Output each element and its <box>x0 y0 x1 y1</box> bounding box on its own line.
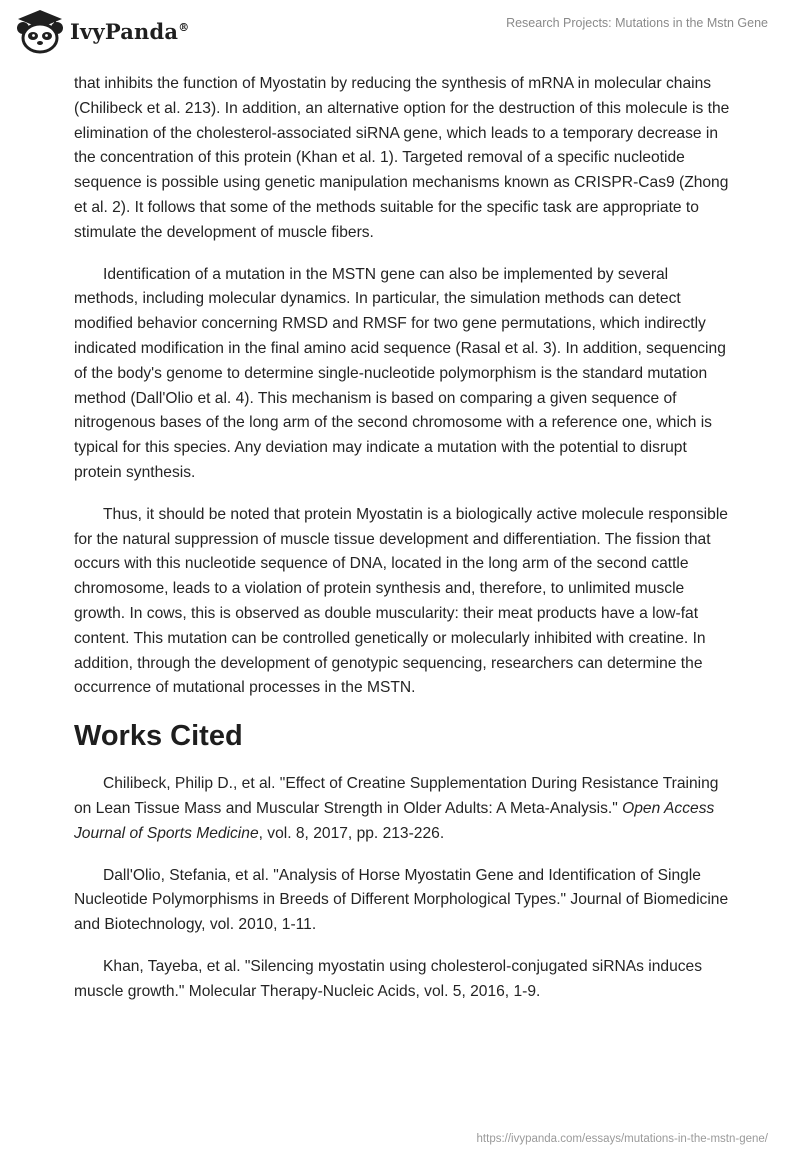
paragraph-identification: Identification of a mutation in the MSTN gene can also be implemented by several methods, including molecular dynamics. In particular, the simulation methods can detect modified behavior concerning RMSD and RMSF for two gene permutations, which indirectly indicated modification in the final amino acid sequence (Rasal et al. 3). In addition, sequencing of the body's genome to determine single-nucleotide polymorphism is the standard mutation method (Dall'Olio et al. 4). This mechanism is based on comparing a given sequence of nitrogenous bases of the long arm of the second chromosome with a reference one, which is typical for this species. Any deviation may indicate a mutation with the potential to disrupt protein synthesis. <box>74 265 726 481</box>
essay-content <box>74 72 730 1022</box>
page-header <box>0 0 800 64</box>
paragraph-conclusion: Thus, it should be noted that protein Myostatin is a biologically active molecule responsible for the natural suppression of muscle tissue development and differentiation. The fission that occurs with this nucleotide sequence of DNA, located in the long arm of the second cattle chromosome, leads to a violation of protein synthesis and, therefore, to unlimited muscle growth. In cows, this is observed as double muscularity: their meat products have a low-fat content. This mutation can be controlled genetically or molecularly inhibited with creatine. In addition, through the development of genotypic sequencing, researchers can determine the occurrence of mutational processes in the MSTN. <box>74 505 728 697</box>
citation-entry: Chilibeck, Philip D., et al. "Effect of Creatine Supplementation During Resistance Training on Lean Tissue Mass and Muscular Strength in Older Adults: A Meta-Analysis." Open Access Journal of Sports Medicine, vol. 8, 2017, pp. 213-226. <box>74 775 719 842</box>
citation-entry: Khan, Tayeba, et al. "Silencing myostatin using cholesterol-conjugated siRNAs induces muscle growth." Molecular Therapy-Nucleic Acids, vol. 5, 2016, 1-9. <box>74 957 703 1000</box>
document-title: Research Projects: Mutations in the Mstn Gene <box>506 16 768 30</box>
brand-logo[interactable] <box>14 8 189 54</box>
paragraph-continued: that inhibits the function of Myostatin by reducing the synthesis of mRNA in molecular chains (Chilibeck et al. 213). In addition, an alternative option for the destruction of this molecule is the elimination of the cholesterol-associated siRNA gene, which leads to a temporary decrease in the concentration of this protein (Khan et al. 1). Targeted removal of a specific nucleotide sequence is possible using genetic manipulation mechanisms known as CRISPR-Cas9 (Zhong et al. 2). It follows that some of the methods suitable for the specific task are appropriate to stimulate the development of muscle fibers. <box>74 75 730 241</box>
panda-logo-icon <box>14 8 66 54</box>
citation-entry: Dall'Olio, Stefania, et al. "Analysis of Horse Myostatin Gene and Identification of Single Nucleotide Polymorphisms in Breeds of Different Morphological Types." Journal of Biomedicine and Biotechnology, vol. 2010, 1-11. <box>74 866 729 934</box>
works-cited-heading: Works Cited <box>74 720 243 753</box>
brand-name: IvyPanda® <box>70 18 190 44</box>
source-url-link[interactable]: https://ivypanda.com/essays/mutations-in-the-mstn-gene/ <box>476 1133 768 1145</box>
